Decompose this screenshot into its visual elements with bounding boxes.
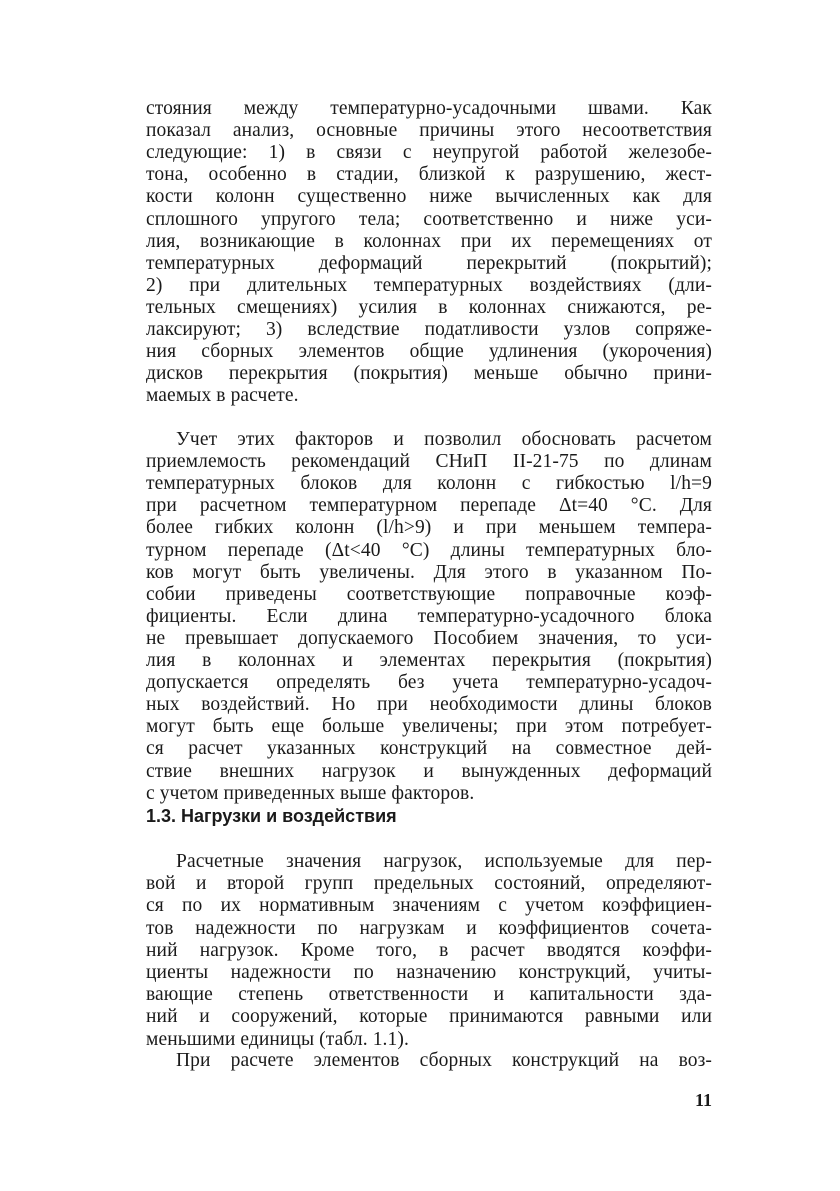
text-line: температурных деформаций перекрытий (покрытий);: [146, 252, 712, 274]
text-line: ния сборных элементов общие удлинения (укорочения): [146, 341, 712, 363]
text-line: температурных блоков для колонн с гибкостью l/h=9: [146, 473, 712, 495]
text-line: допускается определять без учета температурно-усадоч-: [146, 672, 712, 694]
text-line: собии приведены соответствующие поправочные коэф-: [146, 583, 712, 605]
text-line: тов надежности по нагрузкам и коэффициентов сочета-: [146, 917, 712, 939]
text-line: 2) при длительных температурных воздействиях (дли-: [146, 274, 712, 296]
text-line: сплошного упругого тела; соответственно и ниже уси-: [146, 208, 712, 230]
text-line: маемых в расчете.: [146, 385, 299, 407]
text-line: лаксируют; 3) вследствие податливости узлов сопряже-: [146, 319, 712, 340]
text-line: ных воздействий. Но при необходимости длины блоков: [146, 694, 712, 716]
text-line: вой и второй групп предельных состояний, определяют-: [146, 873, 712, 895]
text-line: не превышает допускаемого Пособием значения, то уси-: [146, 627, 712, 649]
text-line: при расчетном температурном перепаде Δt=40 °C. Для: [146, 495, 712, 517]
text-line: ся по их нормативным значениям с учетом коэффициен-: [146, 895, 712, 917]
text-line: Расчетные значения нагрузок, используемые для пер-: [176, 851, 712, 872]
text-line: кости колонн существенно ниже вычисленных как для: [146, 186, 712, 208]
text-line: стояния между температурно-усадочными швами. Как: [146, 98, 712, 119]
text-line: ний и сооружений, которые принимаются равными или: [146, 1006, 712, 1028]
text-line: более гибких колонн (l/h>9) и при меньшем темпера-: [146, 517, 712, 539]
text-line: лия в колоннах и элементах перекрытия (покрытия): [146, 650, 712, 671]
text-line: меньшими единицы (табл. 1.1).: [146, 1028, 409, 1050]
text-line: лия, возникающие в колоннах при их перемещениях от: [146, 230, 712, 252]
text-line: дисков перекрытия (покрытия) меньше обычно прини-: [146, 363, 712, 385]
text-line: фициенты. Если длина температурно-усадочного блока: [146, 605, 712, 627]
text-line: циенты надежности по назначению конструкций, учиты-: [146, 962, 712, 983]
section-heading: 1.3. Нагрузки и воздействия: [146, 806, 397, 826]
text-line: тельных смещениях) усилия в колоннах снижаются, ре-: [146, 296, 712, 318]
text-line: ствие внешних нагрузок и вынужденных деформаций: [146, 760, 712, 782]
text-line: Учет этих факторов и позволил обосновать расчетом: [176, 429, 712, 450]
text-line: При расчете элементов сборных конструкций на воз-: [176, 1050, 712, 1071]
text-line: приемлемость рекомендаций СНиП II-21-75 по длинам: [146, 451, 712, 473]
text-line: с учетом приведенных выше факторов.: [146, 782, 475, 804]
page-number: 11: [694, 1090, 712, 1110]
text-line: ков могут быть увеличены. Для этого в указанном По-: [146, 561, 712, 583]
text-line: ний нагрузок. Кроме того, в расчет вводятся коэффи-: [146, 939, 712, 961]
text-line: тона, особенно в стадии, близкой к разрушению, жест-: [146, 164, 712, 186]
text-line: вающие степень ответственности и капитальности зда-: [146, 984, 712, 1006]
text-line: турном перепаде (Δt<40 °C) длины температурных бло-: [146, 539, 712, 561]
text-line: ся расчет указанных конструкций на совместное дей-: [146, 738, 712, 760]
text-line: могут быть еще больше увеличены; при этом потребует-: [146, 716, 712, 738]
text-line: следующие: 1) в связи с неупругой работой железобе-: [146, 142, 712, 164]
text-line: показал анализ, основные причины этого несоответствия: [146, 120, 712, 142]
